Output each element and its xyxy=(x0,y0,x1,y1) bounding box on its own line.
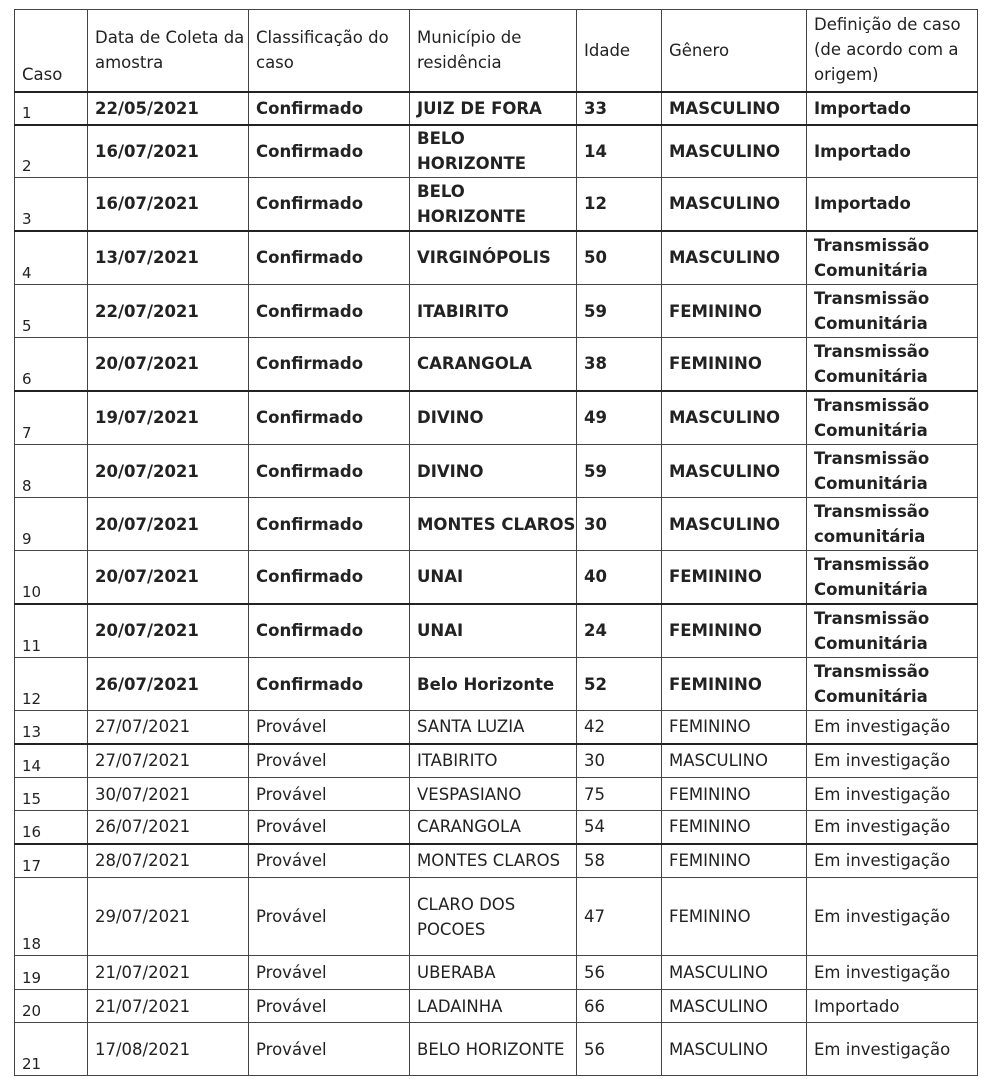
cell-classificacao: Provável xyxy=(249,956,410,990)
cell-genero: MASCULINO xyxy=(662,445,807,498)
cell-data: 20/07/2021 xyxy=(88,604,249,658)
cell-definicao: Importado xyxy=(807,990,978,1023)
cell-genero: FEMININO xyxy=(662,658,807,711)
cell-data: 29/07/2021 xyxy=(88,878,249,956)
cell-idade: 58 xyxy=(577,844,662,878)
cell-idade: 54 xyxy=(577,811,662,844)
table-row xyxy=(15,711,978,744)
cell-genero: FEMININO xyxy=(662,844,807,878)
header-genero: Gênero xyxy=(662,10,807,92)
cell-definicao: Em investigação xyxy=(807,844,978,878)
cell-classificacao: Confirmado xyxy=(249,658,410,711)
cell-classificacao: Confirmado xyxy=(249,604,410,658)
cell-caso: 18 xyxy=(15,878,88,956)
cell-municipio: DIVINO xyxy=(410,391,577,445)
cell-definicao: Transmissão Comunitária xyxy=(807,551,978,604)
cell-caso: 9 xyxy=(15,498,88,551)
table-row xyxy=(15,604,978,658)
table-row xyxy=(15,125,978,178)
cell-definicao: Em investigação xyxy=(807,811,978,844)
cell-idade: 47 xyxy=(577,878,662,956)
cell-municipio: BELO HORIZONTE xyxy=(410,1023,577,1076)
cell-idade: 24 xyxy=(577,604,662,658)
cell-idade: 33 xyxy=(577,92,662,125)
cell-municipio: CARANGOLA xyxy=(410,811,577,844)
cell-idade: 59 xyxy=(577,285,662,338)
cell-definicao: Transmissão Comunitária xyxy=(807,658,978,711)
cell-caso: 3 xyxy=(15,178,88,231)
cell-idade: 30 xyxy=(577,498,662,551)
cell-classificacao: Confirmado xyxy=(249,551,410,604)
cell-caso: 13 xyxy=(15,711,88,744)
cell-caso: 4 xyxy=(15,231,88,285)
cell-definicao: Transmissão Comunitária xyxy=(807,391,978,445)
cell-municipio: UNAI xyxy=(410,604,577,658)
cell-data: 21/07/2021 xyxy=(88,956,249,990)
cell-definicao: Em investigação xyxy=(807,711,978,744)
cell-classificacao: Confirmado xyxy=(249,338,410,391)
cell-municipio: JUIZ DE FORA xyxy=(410,92,577,125)
cell-classificacao: Confirmado xyxy=(249,178,410,231)
table-row xyxy=(15,990,978,1023)
cell-classificacao: Confirmado xyxy=(249,445,410,498)
cell-data: 26/07/2021 xyxy=(88,658,249,711)
table-row xyxy=(15,285,978,338)
cell-data: 13/07/2021 xyxy=(88,231,249,285)
cell-data: 20/07/2021 xyxy=(88,551,249,604)
header-idade: Idade xyxy=(577,10,662,92)
cell-municipio: Belo Horizonte xyxy=(410,658,577,711)
cell-genero: MASCULINO xyxy=(662,231,807,285)
cell-municipio: UBERABA xyxy=(410,956,577,990)
cell-caso: 17 xyxy=(15,844,88,878)
cell-caso: 7 xyxy=(15,391,88,445)
cell-caso: 14 xyxy=(15,744,88,778)
cell-municipio: CARANGOLA xyxy=(410,338,577,391)
cell-municipio: LADAINHA xyxy=(410,990,577,1023)
cell-data: 30/07/2021 xyxy=(88,778,249,811)
cell-definicao: Em investigação xyxy=(807,1023,978,1076)
cell-idade: 52 xyxy=(577,658,662,711)
cell-idade: 38 xyxy=(577,338,662,391)
cell-definicao: Em investigação xyxy=(807,778,978,811)
cell-genero: MASCULINO xyxy=(662,125,807,178)
cell-idade: 12 xyxy=(577,178,662,231)
cell-data: 28/07/2021 xyxy=(88,844,249,878)
cell-classificacao: Provável xyxy=(249,1023,410,1076)
cell-idade: 40 xyxy=(577,551,662,604)
cell-idade: 49 xyxy=(577,391,662,445)
table-row xyxy=(15,1023,978,1076)
cell-classificacao: Confirmado xyxy=(249,498,410,551)
cell-data: 16/07/2021 xyxy=(88,178,249,231)
cell-definicao: Importado xyxy=(807,125,978,178)
table-row xyxy=(15,778,978,811)
cell-genero: MASCULINO xyxy=(662,990,807,1023)
cell-classificacao: Provável xyxy=(249,811,410,844)
cell-municipio: CLARO DOS POCOES xyxy=(410,878,577,956)
table-row xyxy=(15,956,978,990)
cell-genero: MASCULINO xyxy=(662,1023,807,1076)
cell-idade: 30 xyxy=(577,744,662,778)
cell-municipio: BELO HORIZONTE xyxy=(410,178,577,231)
cell-genero: FEMININO xyxy=(662,285,807,338)
cell-caso: 8 xyxy=(15,445,88,498)
cell-data: 20/07/2021 xyxy=(88,445,249,498)
cell-municipio: VIRGINÓPOLIS xyxy=(410,231,577,285)
table-row xyxy=(15,231,978,285)
table-row xyxy=(15,445,978,498)
cell-classificacao: Provável xyxy=(249,844,410,878)
cell-definicao: Em investigação xyxy=(807,878,978,956)
table-row xyxy=(15,658,978,711)
table-row xyxy=(15,498,978,551)
cell-data: 27/07/2021 xyxy=(88,744,249,778)
cell-genero: FEMININO xyxy=(662,604,807,658)
cell-definicao: Transmissão Comunitária xyxy=(807,604,978,658)
cell-municipio: ITABIRITO xyxy=(410,744,577,778)
cell-definicao: Transmissão Comunitária xyxy=(807,285,978,338)
cell-classificacao: Confirmado xyxy=(249,125,410,178)
cell-genero: MASCULINO xyxy=(662,744,807,778)
table-row xyxy=(15,92,978,125)
table-row xyxy=(15,878,978,956)
cell-municipio: VESPASIANO xyxy=(410,778,577,811)
cell-definicao: Em investigação xyxy=(807,956,978,990)
cell-idade: 75 xyxy=(577,778,662,811)
cell-classificacao: Confirmado xyxy=(249,231,410,285)
cell-caso: 12 xyxy=(15,658,88,711)
cell-genero: FEMININO xyxy=(662,338,807,391)
cell-data: 19/07/2021 xyxy=(88,391,249,445)
table-row xyxy=(15,744,978,778)
table-row xyxy=(15,338,978,391)
header-classificacao: Classificação do caso xyxy=(249,10,410,92)
table-row xyxy=(15,391,978,445)
cell-municipio: UNAI xyxy=(410,551,577,604)
cell-genero: FEMININO xyxy=(662,711,807,744)
header-caso: Caso xyxy=(15,10,88,92)
cell-genero: FEMININO xyxy=(662,878,807,956)
cell-data: 22/05/2021 xyxy=(88,92,249,125)
cell-data: 20/07/2021 xyxy=(88,338,249,391)
cell-caso: 5 xyxy=(15,285,88,338)
table-row xyxy=(15,811,978,844)
cell-idade: 66 xyxy=(577,990,662,1023)
table-row xyxy=(15,178,978,231)
cell-classificacao: Provável xyxy=(249,778,410,811)
cell-classificacao: Provável xyxy=(249,878,410,956)
cell-genero: FEMININO xyxy=(662,778,807,811)
cell-caso: 15 xyxy=(15,778,88,811)
header-municipio: Município de residência xyxy=(410,10,577,92)
cell-caso: 10 xyxy=(15,551,88,604)
cell-data: 20/07/2021 xyxy=(88,498,249,551)
cell-caso: 19 xyxy=(15,956,88,990)
cell-municipio: BELO HORIZONTE xyxy=(410,125,577,178)
cell-genero: MASCULINO xyxy=(662,92,807,125)
cell-genero: MASCULINO xyxy=(662,956,807,990)
cell-definicao: Transmissão Comunitária xyxy=(807,445,978,498)
cell-municipio: SANTA LUZIA xyxy=(410,711,577,744)
cell-data: 22/07/2021 xyxy=(88,285,249,338)
cell-caso: 20 xyxy=(15,990,88,1023)
cell-caso: 6 xyxy=(15,338,88,391)
cell-classificacao: Provável xyxy=(249,744,410,778)
cell-genero: FEMININO xyxy=(662,551,807,604)
header-row xyxy=(15,10,978,92)
cell-genero: MASCULINO xyxy=(662,498,807,551)
cell-definicao: Em investigação xyxy=(807,744,978,778)
cell-municipio: MONTES CLAROS xyxy=(410,498,577,551)
cell-data: 26/07/2021 xyxy=(88,811,249,844)
cell-classificacao: Confirmado xyxy=(249,285,410,338)
cell-municipio: DIVINO xyxy=(410,445,577,498)
table-row xyxy=(15,844,978,878)
cell-classificacao: Confirmado xyxy=(249,391,410,445)
cell-caso: 11 xyxy=(15,604,88,658)
table-row xyxy=(15,551,978,604)
cell-genero: MASCULINO xyxy=(662,391,807,445)
cell-classificacao: Confirmado xyxy=(249,92,410,125)
cell-classificacao: Provável xyxy=(249,711,410,744)
cell-definicao: Importado xyxy=(807,92,978,125)
cell-classificacao: Provável xyxy=(249,990,410,1023)
cell-data: 17/08/2021 xyxy=(88,1023,249,1076)
cell-genero: MASCULINO xyxy=(662,178,807,231)
cell-caso: 16 xyxy=(15,811,88,844)
cell-definicao: Transmissão Comunitária xyxy=(807,231,978,285)
cell-idade: 56 xyxy=(577,1023,662,1076)
cell-caso: 2 xyxy=(15,125,88,178)
cell-idade: 14 xyxy=(577,125,662,178)
cell-data: 16/07/2021 xyxy=(88,125,249,178)
cell-definicao: Transmissão Comunitária xyxy=(807,338,978,391)
cell-idade: 42 xyxy=(577,711,662,744)
header-data-coleta: Data de Coleta da amostra xyxy=(88,10,249,92)
cell-caso: 21 xyxy=(15,1023,88,1076)
cell-definicao: Transmissão comunitária xyxy=(807,498,978,551)
table-body xyxy=(15,92,978,1076)
cell-municipio: MONTES CLAROS xyxy=(410,844,577,878)
cell-municipio: ITABIRITO xyxy=(410,285,577,338)
cell-idade: 50 xyxy=(577,231,662,285)
cell-genero: FEMININO xyxy=(662,811,807,844)
cell-definicao: Importado xyxy=(807,178,978,231)
cell-idade: 56 xyxy=(577,956,662,990)
header-definicao: Definição de caso (de acordo com a origem) xyxy=(807,10,978,92)
cell-data: 21/07/2021 xyxy=(88,990,249,1023)
cases-table-container xyxy=(14,9,978,1076)
cell-data: 27/07/2021 xyxy=(88,711,249,744)
cases-table xyxy=(14,9,978,1076)
cell-caso: 1 xyxy=(15,92,88,125)
cell-idade: 59 xyxy=(577,445,662,498)
